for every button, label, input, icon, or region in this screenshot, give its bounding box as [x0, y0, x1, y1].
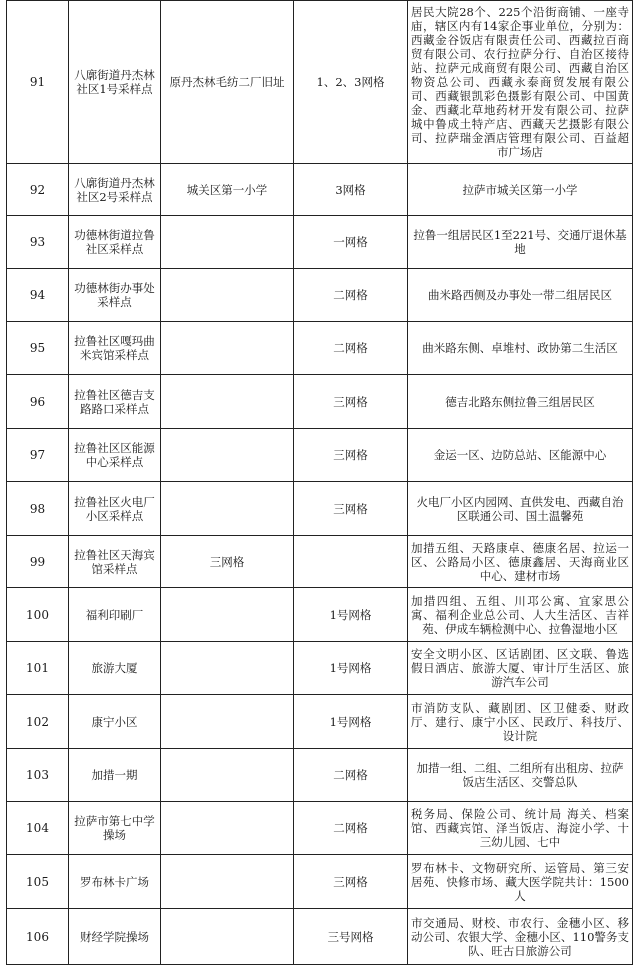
coverage-area: 加措四组、五组、川邛公寓、宜家思公寓、福利企业总公司、人大生活区、吉祥苑、伊成车辆检测中心、拉鲁湿地小区 [408, 588, 633, 642]
grid-label: 三号网格 [294, 909, 408, 965]
coverage-area: 市交通局、财校、市农行、金穗小区、移动公司、农银大学、金穗小区、110警务支队、旺古日旅游公司 [408, 909, 633, 965]
sampling-location [161, 802, 294, 855]
table-row [7, 1, 633, 164]
sampling-location [161, 375, 294, 429]
sampling-location: 城关区第一小学 [161, 164, 294, 216]
row-number: 93 [7, 216, 69, 269]
grid-label: 三网格 [294, 375, 408, 429]
grid-label: 二网格 [294, 802, 408, 855]
coverage-area: 罗布林卡、文物研究所、运管局、第三安居苑、快修市场、藏大医学院共计：1500人 [408, 855, 633, 909]
row-number: 106 [7, 909, 69, 965]
table-row [7, 909, 633, 965]
sampling-point-name: 拉鲁社区火电厂小区采样点 [69, 482, 161, 536]
coverage-area: 拉萨市城关区第一小学 [408, 164, 633, 216]
sampling-location [161, 216, 294, 269]
table-row [7, 322, 633, 375]
sampling-point-name: 拉鲁社区嘎玛曲米宾馆采样点 [69, 322, 161, 375]
sampling-point-name: 福利印刷厂 [69, 588, 161, 642]
sampling-point-name: 八廓街道丹杰林社区2号采样点 [69, 164, 161, 216]
grid-label: 三网格 [294, 855, 408, 909]
table-row [7, 588, 633, 642]
sampling-point-name: 罗布林卡广场 [69, 855, 161, 909]
sampling-point-name: 财经学院操场 [69, 909, 161, 965]
sampling-location [161, 269, 294, 322]
grid-label: 三网格 [294, 429, 408, 482]
coverage-area: 曲米路东侧、卓堆村、政协第二生活区 [408, 322, 633, 375]
row-number: 104 [7, 802, 69, 855]
sampling-point-name: 康宁小区 [69, 695, 161, 749]
table-row [7, 642, 633, 695]
table-row [7, 216, 633, 269]
sampling-point-name: 拉萨市第七中学操场 [69, 802, 161, 855]
sampling-point-name: 功德林街办事处采样点 [69, 269, 161, 322]
coverage-area: 曲米路西侧及办事处一带二组居民区 [408, 269, 633, 322]
row-number: 97 [7, 429, 69, 482]
grid-label: 二网格 [294, 322, 408, 375]
table-row [7, 269, 633, 322]
grid-label: 三网格 [294, 482, 408, 536]
row-number: 98 [7, 482, 69, 536]
table-row [7, 375, 633, 429]
sampling-point-name: 八廓街道丹杰林社区1号采样点 [69, 1, 161, 164]
coverage-area: 居民大院28个、225个沿街商铺、一座寺庙，辖区内有14家企事业单位，分别为：西藏金谷饭店有限责任公司、西藏拉百商贸有限公司、农行拉萨分行、自治区接待站、拉萨元成商贸有限公司、西藏自治区物资总公司、西藏永泰商贸发展有限公司、西藏银凯彩色摄影有限公司、中国黄金、西藏北草地药材开发有限公司、拉萨城中鲁成土特产店、西藏天艺摄影有限公司、拉萨瑞金酒店管理有限公司、百益超市广场店 [408, 1, 633, 164]
grid-label: 3网格 [294, 164, 408, 216]
sampling-location [161, 429, 294, 482]
coverage-area: 税务局、保险公司、统计局 海关、档案馆、西藏宾馆、泽当饭店、海淀小学、十三幼儿园、七中 [408, 802, 633, 855]
row-number: 94 [7, 269, 69, 322]
coverage-area: 拉鲁一组居民区1至221号、交通厅退休基地 [408, 216, 633, 269]
sampling-point-name: 功德林街道拉鲁社区采样点 [69, 216, 161, 269]
sampling-location [161, 695, 294, 749]
sampling-location: 三网格 [161, 536, 294, 588]
table-row [7, 536, 633, 588]
coverage-area: 金运一区、边防总站、区能源中心 [408, 429, 633, 482]
sampling-point-name: 拉鲁社区德吉支路路口采样点 [69, 375, 161, 429]
sampling-point-name: 拉鲁社区天海宾馆采样点 [69, 536, 161, 588]
coverage-area: 市消防支队、藏剧团、区卫健委、财政厅、建行、康宁小区、民政厅、科技厅、设计院 [408, 695, 633, 749]
table-row [7, 695, 633, 749]
row-number: 99 [7, 536, 69, 588]
coverage-area: 加措五组、天路康卓、德康名居、拉运一区、公路局小区、德康鑫居、天海商业区中心、建材市场 [408, 536, 633, 588]
grid-label [294, 536, 408, 588]
table-row [7, 164, 633, 216]
coverage-area: 加措一组、二组、二组所有出租房、拉萨饭店生活区、交警总队 [408, 749, 633, 802]
row-number: 95 [7, 322, 69, 375]
sampling-location [161, 482, 294, 536]
sampling-location [161, 855, 294, 909]
row-number: 96 [7, 375, 69, 429]
row-number: 100 [7, 588, 69, 642]
row-number: 105 [7, 855, 69, 909]
row-number: 103 [7, 749, 69, 802]
sampling-location [161, 749, 294, 802]
coverage-area: 安全文明小区、区话剧团、区文联、鲁选假日酒店、旅游大厦、审计厅生活区、旅游汽车公司 [408, 642, 633, 695]
sampling-location [161, 642, 294, 695]
grid-label: 二网格 [294, 749, 408, 802]
coverage-area: 火电厂小区内园网、直供发电、西藏自治区联通公司、国土温馨苑 [408, 482, 633, 536]
grid-label: 1、2、3网格 [294, 1, 408, 164]
coverage-area: 德吉北路东侧拉鲁三组居民区 [408, 375, 633, 429]
sampling-location [161, 588, 294, 642]
sampling-point-name: 旅游大厦 [69, 642, 161, 695]
sampling-point-name: 加措一期 [69, 749, 161, 802]
row-number: 91 [7, 1, 69, 164]
sampling-location [161, 909, 294, 965]
grid-label: 一网格 [294, 216, 408, 269]
row-number: 92 [7, 164, 69, 216]
grid-label: 二网格 [294, 269, 408, 322]
grid-label: 1号网格 [294, 642, 408, 695]
sampling-point-name: 拉鲁社区区能源中心采样点 [69, 429, 161, 482]
row-number: 102 [7, 695, 69, 749]
table-row [7, 482, 633, 536]
table-row [7, 802, 633, 855]
table-row [7, 429, 633, 482]
grid-label: 1号网格 [294, 695, 408, 749]
table-row [7, 749, 633, 802]
sampling-location: 原丹杰林毛纺二厂旧址 [161, 1, 294, 164]
sampling-point-table [6, 0, 633, 965]
grid-label: 1号网格 [294, 588, 408, 642]
row-number: 101 [7, 642, 69, 695]
table-row [7, 855, 633, 909]
sampling-location [161, 322, 294, 375]
